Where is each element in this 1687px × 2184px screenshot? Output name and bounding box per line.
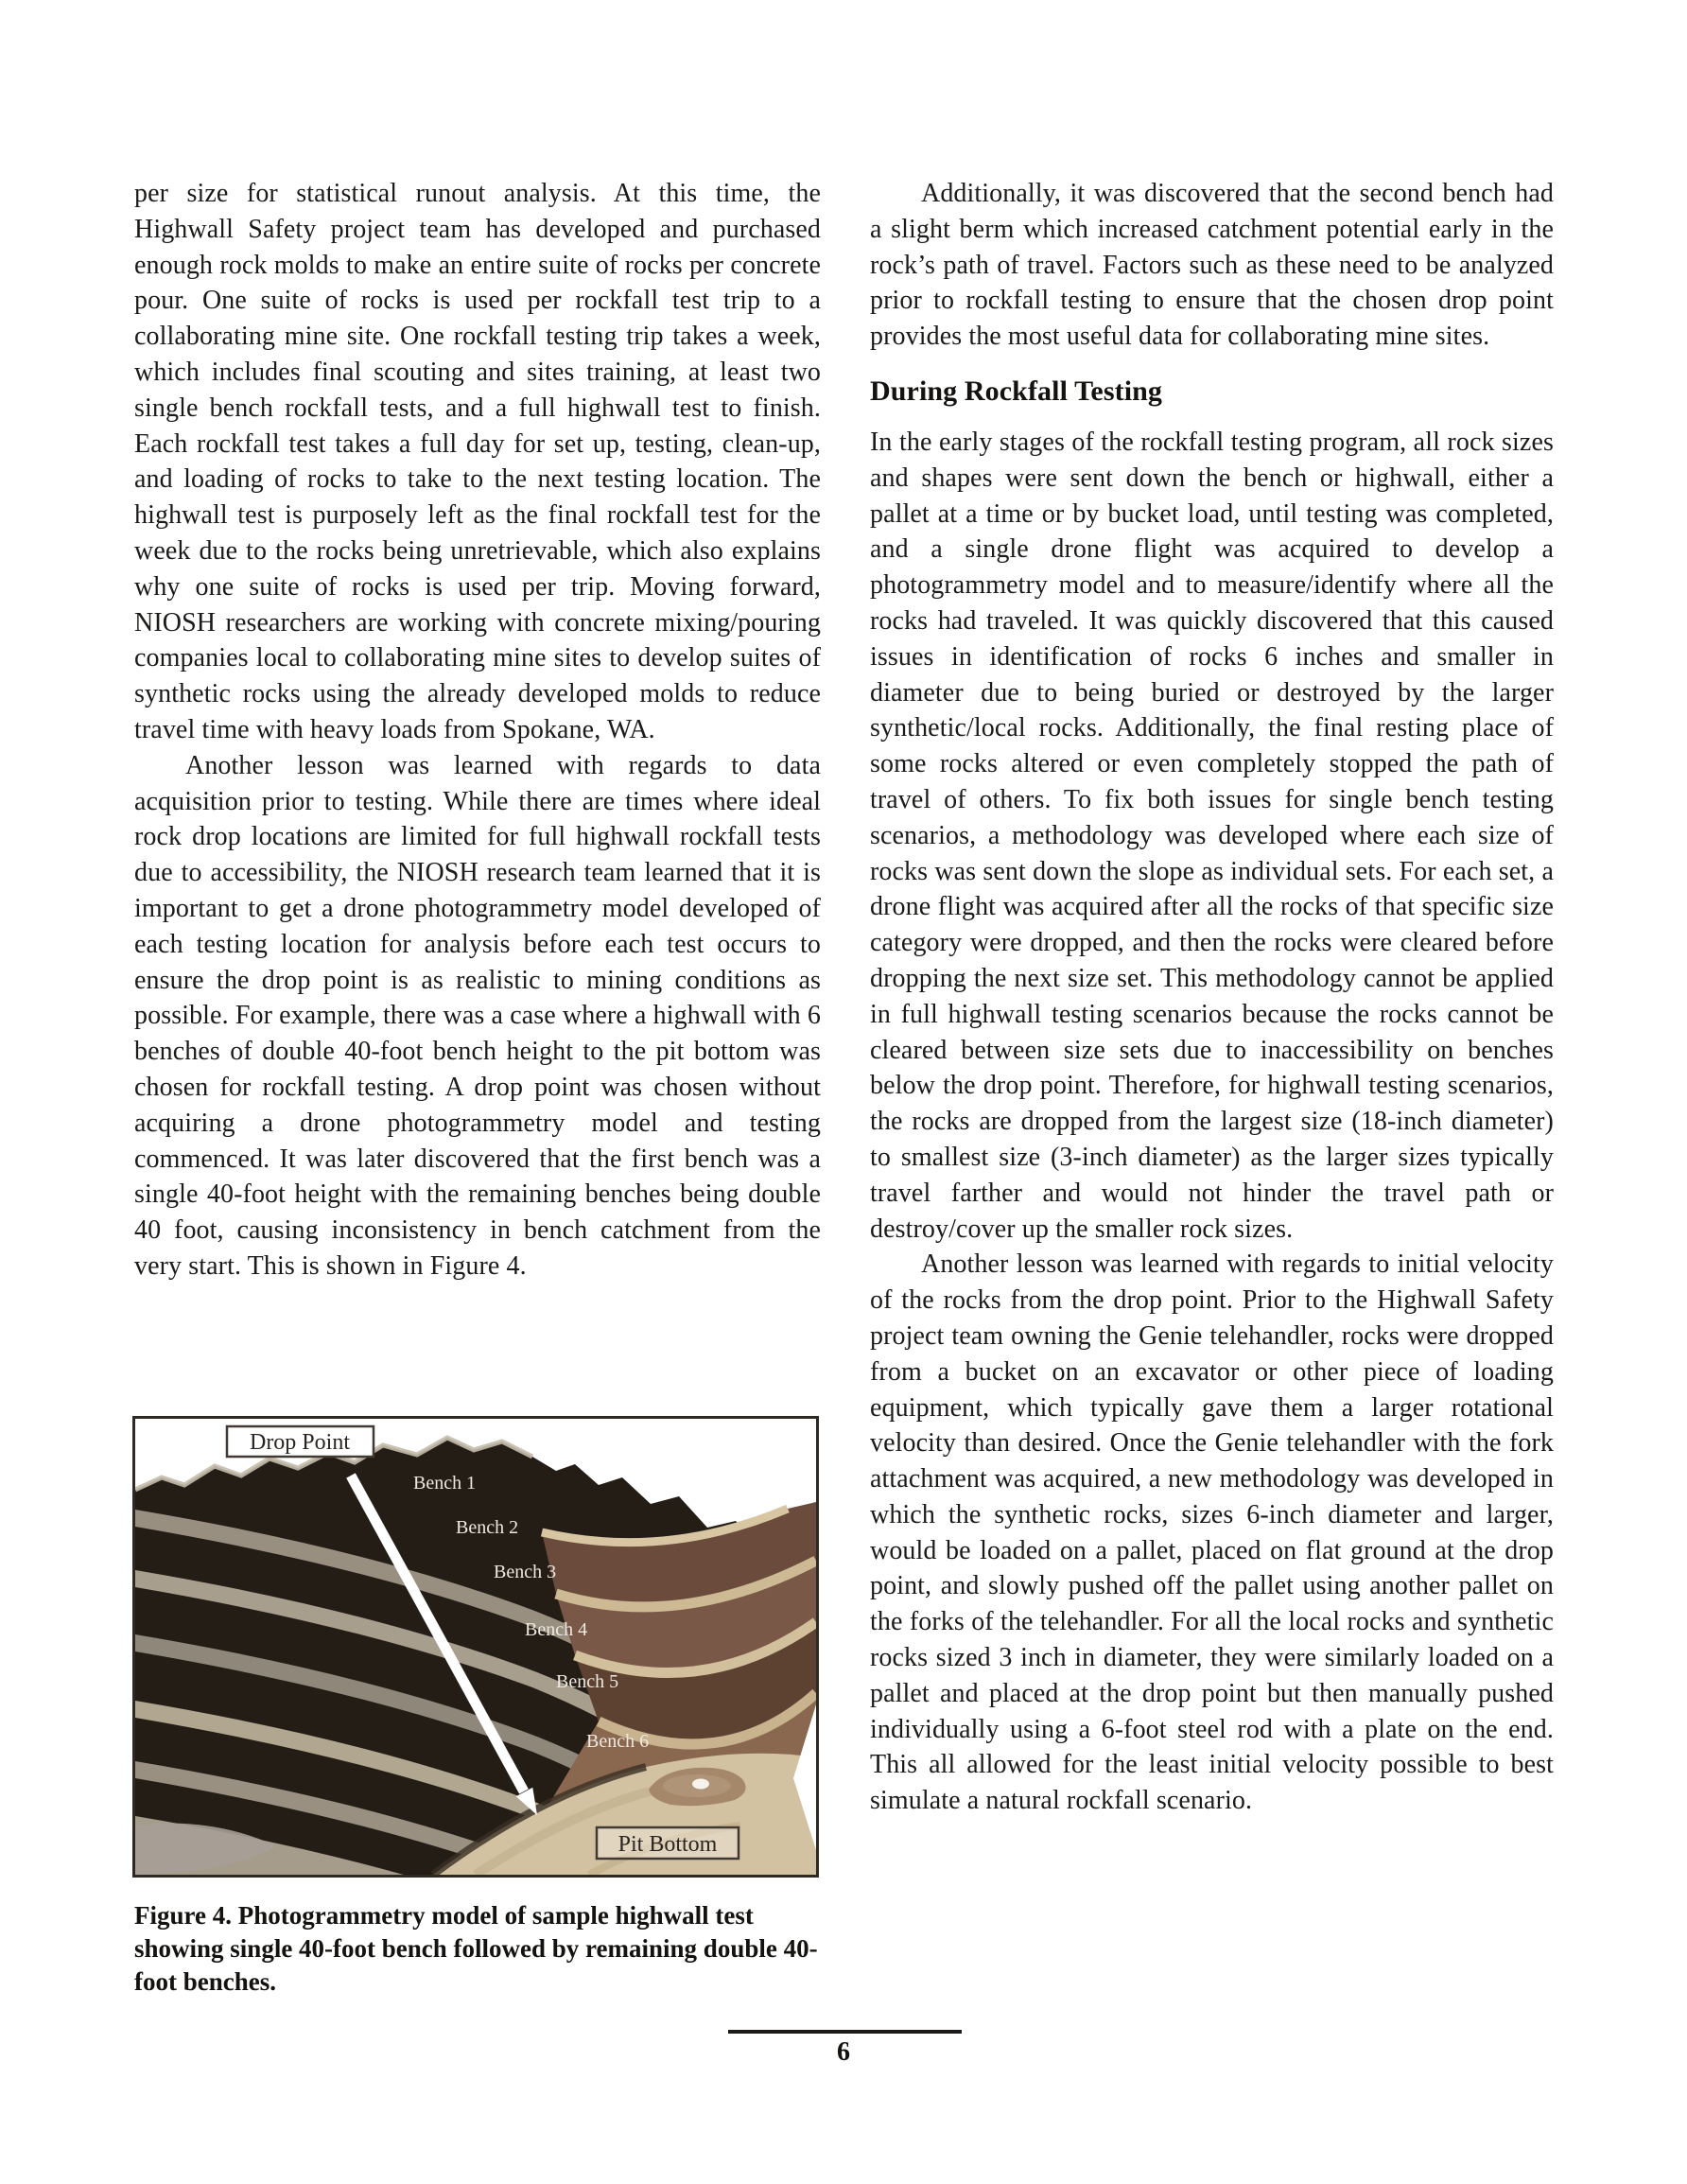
body-paragraph: per size for statistical runout analysis. At this time, the Highwall Safety project team has developed and purchased enough rock molds to make an entire suite of rocks per concrete pour. One suite of rocks is used per rockfall test trip to a collaborating mine site. One rockfall testing trip takes a week, which includes final scouting and sites training, at least two single bench rockfall tests, and a full highwall test to finish. Each rockfall test takes a full day for set up, testing, clean-up, and loading of rocks to take to the next testing location. The highwall test is purposely left as the final rockfall test for the week due to the rocks being unretrievable, which also explains why one suite of rocks is used per trip. Moving forward, NIOSH researchers are working with concrete mixing/pouring companies local to collaborating mine sites to develop suites of synthetic rocks using the already developed molds to reduce travel time with heavy loads from Spokane, WA. xyxy=(134,179,821,744)
body-paragraph: Additionally, it was discovered that the second bench had a slight berm which increased catchment potential early in the rock’s path of travel. Factors such as these need to be analyzed prior to rockfall testing to ensure that the chosen drop point provides the most useful data for collaborating mine sites. xyxy=(870,179,1554,352)
figure-4-caption: Figure 4. Photogrammetry model of sample highwall test showing single 40-foot bench followed by remaining double 40-foot benches. xyxy=(134,1901,818,1996)
bench-label: Bench 1 xyxy=(413,1473,477,1494)
body-paragraph: Another lesson was learned with regards to data acquisition prior to testing. While there are times where ideal rock drop locations are limited for full highwall rockfall tests due to accessibility, the NIOSH research team learned that it is important to get a drone photogrammetry model developed of each testing location for analysis before each test occurs to ensure the drop point is as realistic to mining conditions as possible. For example, there was a case where a highwall with 6 benches of double 40-foot bench height to the pit bottom was chosen for rockfall testing. A drop point was chosen without acquiring a drone photogrammetry model and testing commenced. It was later discovered that the first bench was a single 40-foot height with the remaining benches being double 40 foot, causing inconsistency in bench catchment from the very start. This is shown in Figure 4. xyxy=(134,750,821,1281)
left-column xyxy=(134,176,821,1284)
page-number: 6 xyxy=(837,2037,850,2067)
bench-label: Bench 5 xyxy=(556,1671,619,1692)
pit-bottom-label: Pit Bottom xyxy=(617,1832,718,1857)
footer-rule xyxy=(728,2030,962,2034)
bench-label: Bench 4 xyxy=(525,1619,588,1640)
bench-label: Bench 6 xyxy=(586,1731,650,1752)
drop-point-label: Drop Point xyxy=(249,1430,351,1455)
bench-label: Bench 2 xyxy=(456,1517,519,1538)
pond-marker xyxy=(692,1779,709,1790)
bench-label: Bench 3 xyxy=(494,1562,557,1582)
body-paragraph: Another lesson was learned with regards to initial velocity of the rocks from the drop point. Prior to the Highwall Safety project team owning the Genie telehandler, rocks were dropped from a bucket on an excavator or other piece of loading equipment, which typically gave them a larger rotational velocity than desired. Once the Genie telehandler with the fork attachment was acquired, a new methodology was developed in which the synthetic rocks, sizes 6-inch diameter and larger, would be loaded on a pallet, placed on flat ground at the drop point, and slowly pushed off the pallet using another pallet on the forks of the telehandler. For all the local rocks and synthetic rocks sized 3 inch in diameter, they were similarly loaded on a pallet and placed at the drop point but then manually pushed individually using a 6-foot steel rod with a plate on the end. This all allowed for the least initial velocity possible to best simulate a natural rockfall scenario. xyxy=(870,1249,1554,1816)
right-column xyxy=(870,176,1554,1819)
figure-4-photogrammetry-model xyxy=(132,1416,819,1878)
mine-pit-illustration xyxy=(135,1419,816,1875)
body-paragraph: In the early stages of the rockfall testing program, all rock sizes and shapes were sent down the bench or highwall, either a pallet at a time or by bucket load, until testing was completed, and a single drone flight was acquired to develop a photogrammetry model and to measure/identify where all the rocks had traveled. It was quickly discovered that this caused issues in identification of rocks 6 inches and smaller in diameter due to being buried or destroyed by the larger synthetic/local rocks. Additionally, the final resting place of some rocks altered or even completely stopped the path of travel of others. To fix both issues for single bench testing scenarios, a methodology was developed where each size of rocks was sent down the slope as individual sets. For each set, a drone flight was acquired after all the rocks of that specific size category were dropped, and then the rocks were cleared before dropping the next size set. This methodology cannot be applied in full highwall testing scenarios because the rocks cannot be cleared between size sets due to inaccessibility on benches below the drop point. Therefore, for highwall testing scenarios, the rocks are dropped from the largest size (18-inch diameter) to smallest size (3-inch diameter) as the larger sizes typically travel farther and would not hinder the travel path or destroy/cover up the smaller rock sizes. xyxy=(870,427,1554,1244)
section-heading: During Rockfall Testing xyxy=(870,375,1163,407)
